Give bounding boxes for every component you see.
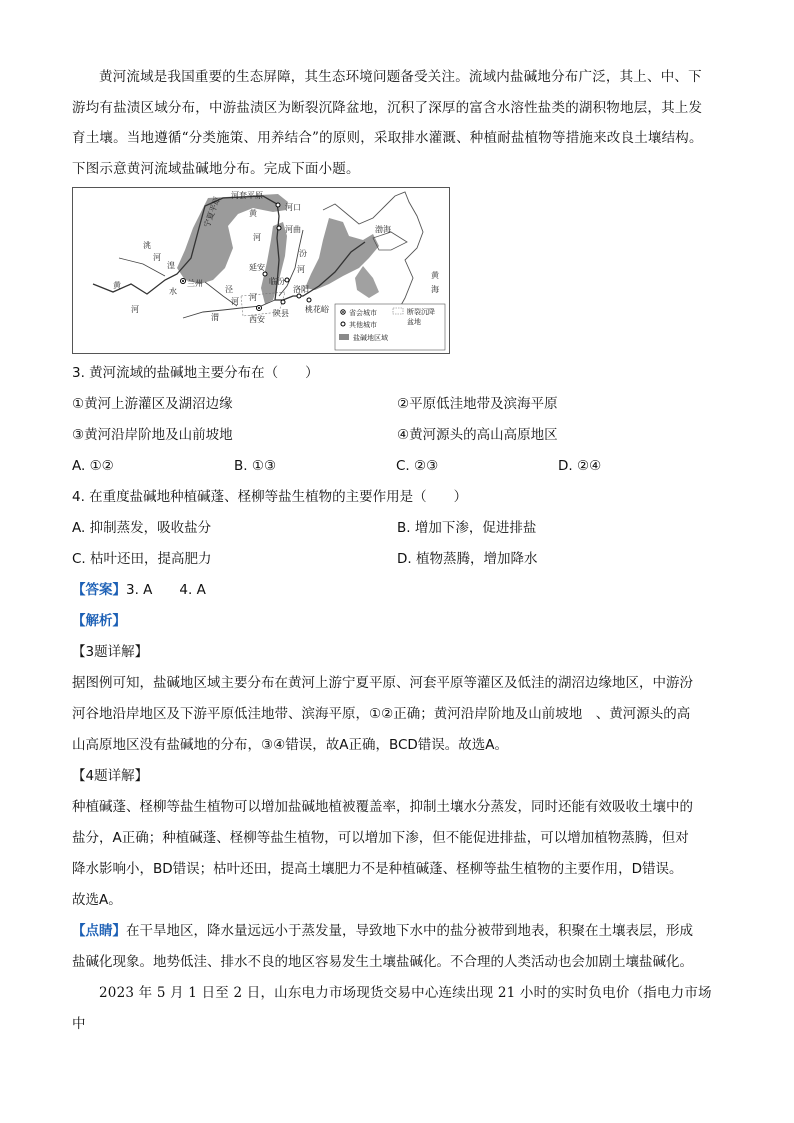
label-huang-w: 湟 <box>167 261 175 270</box>
q4-options-row-2 <box>72 544 722 575</box>
legend-basin: 盆地 <box>407 318 421 326</box>
city-hequ-marker <box>277 226 281 230</box>
q4-detail-line-2: 盐分，A正确；种植碱蓬、柽柳等盐生植物，可以增加下渗，但不能促进排盐，可以增加植物蒸腾，但对 <box>72 830 689 846</box>
saline-area-coast <box>355 266 379 298</box>
tip-label: 【点睛】 <box>72 923 126 939</box>
q3-choice-a: A. ①② <box>72 458 114 474</box>
q4-options-row-1 <box>72 513 722 544</box>
q3-detail-line-3: 山高原地区没有盐碱地的分布，③④错误，故A正确，BCD错误。故选A。 <box>72 737 509 753</box>
q3-options-row-2 <box>72 420 722 451</box>
map-svg <box>73 188 449 353</box>
label-he-w: 水 <box>169 287 177 296</box>
label-jing: 泾 <box>225 285 233 294</box>
label-he-top: 河 <box>253 233 261 242</box>
label-huanghai-2: 海 <box>431 285 439 294</box>
document-page <box>72 62 722 1039</box>
city-shanxian-marker <box>281 300 285 304</box>
q4-detail-title: 【4题详解】 <box>72 768 149 784</box>
peninsula <box>373 232 407 250</box>
label-linfen: 临汾 <box>269 277 285 286</box>
tip-line-1 <box>72 916 722 947</box>
label-tao: 洮 <box>143 241 151 250</box>
legend-other: 其他城市 <box>349 321 377 329</box>
q3-stem: 3. 黄河流域的盐碱地主要分布在（ ） <box>72 365 319 381</box>
analysis-label: 【解析】 <box>72 613 126 629</box>
q3-choice-c: C. ②③ <box>396 458 439 474</box>
label-fen: 汾 <box>299 249 307 258</box>
q4-stem: 4. 在重度盐碱地种植碱蓬、柽柳等盐生植物的主要作用是（ ） <box>72 489 468 505</box>
label-huanghai-1: 黄 <box>431 271 439 280</box>
legend-saline: 盐碱地区域 <box>353 334 388 342</box>
label-hequ: 河曲 <box>285 225 301 234</box>
q3-opt-4: ④黄河源头的高山高原地区 <box>397 427 558 443</box>
label-jinghe: 河 <box>231 297 239 306</box>
q4-choice-d: D. 植物蒸腾，增加降水 <box>397 551 538 567</box>
legend-rift: 断裂沉降 <box>407 308 435 316</box>
label-hekou: 河口 <box>285 203 301 212</box>
next-passage-line: 2023 年 5 月 1 日至 2 日，山东电力市场现货交易中心连续出现 21 小时的实时负电价（指电力市场中 <box>72 985 712 1032</box>
label-weihe: 河 <box>249 293 257 302</box>
answer-label: 【答案】 <box>72 582 126 598</box>
city-taohuayu-marker <box>307 298 311 302</box>
label-lanzhou: 兰州 <box>187 279 203 288</box>
q4-choice-b: B. 增加下渗，促进排盐 <box>397 520 537 536</box>
label-huang-top: 黄 <box>249 209 257 218</box>
label-shanxian: 陕县 <box>273 309 289 318</box>
intro-line-4: 下图示意黄河流域盐碱地分布。完成下面小题。 <box>72 160 360 177</box>
q3-opt-2: ②平原低洼地带及滨海平原 <box>397 396 558 412</box>
q3-detail-line-1: 据图例可知，盐碱地区域主要分布在黄河上游宁夏平原、河套平原等灌区及低洼的湖沼边缘地区，中游汾 <box>72 675 693 691</box>
label-bohai: 渤海 <box>375 225 391 234</box>
label-wei: 渭 <box>211 313 219 322</box>
q3-opt-3: ③黄河沿岸阶地及山前坡地 <box>72 427 233 443</box>
city-hekou-marker <box>276 203 280 207</box>
q4-choice-c: C. 枯叶还田，提高肥力 <box>72 551 212 567</box>
city-yanan-marker <box>263 272 267 276</box>
q3-detail-line-2: 河谷地沿岸地区及下游平原低洼地带、滨海平原，①②正确；黄河沿岸阶地及山前坡地 、黄河源头的高 <box>72 706 691 722</box>
city-luoyang-marker <box>297 294 301 298</box>
label-luoyang: 洛阳 <box>293 285 309 294</box>
q3-choices <box>72 451 722 482</box>
q4-detail-line-1: 种植碱蓬、柽柳等盐生植物可以增加盐碱地植被覆盖率，抑制土壤水分蒸发，同时还能有效吸收土壤中的 <box>72 799 693 815</box>
q3-choice-d: D. ②④ <box>558 458 602 474</box>
intro-line-1: 黄河流域是我国重要的生态屏障，其生态环境问题备受关注。流域内盐碱地分布广泛，其上、中、下 <box>99 69 702 85</box>
label-yanan: 延安 <box>249 263 265 272</box>
q4-choice-a: A. 抑制蒸发，吸收盐分 <box>72 520 212 536</box>
answer-line <box>72 575 722 606</box>
q3-options-row-1 <box>72 389 722 420</box>
label-taohuayu: 桃花峪 <box>305 305 329 314</box>
label-taohe: 河 <box>153 253 161 262</box>
intro-line-3: 育土壤。当地遵循“分类施策、用养结合”的原则，采取排水灌溉、种植耐盐植物等措施来改良土壤结构。 <box>72 130 703 146</box>
intro-line-2: 游均有盐渍区域分布，中游盐渍区为断裂沉降盆地，沉积了深厚的富含水溶性盐类的湖积物地层，其上发 <box>72 99 703 116</box>
q3-choice-b: B. ①③ <box>234 458 277 474</box>
yellow-river-saline-map <box>72 187 450 354</box>
label-fenhe: 河 <box>297 265 305 274</box>
label-he-south: 河 <box>131 305 139 314</box>
q4-detail-line-4: 故选A。 <box>72 892 122 908</box>
answer-text: 3. A 4. A <box>126 582 206 598</box>
q3-detail-title: 【3题详解】 <box>72 644 149 660</box>
tip-line-2: 盐碱化现象。地势低洼、排水不良的地区容易发生土壤盐碱化。不合理的人类活动也会加剧土壤盐碱化。 <box>72 954 693 970</box>
label-huang-south: 黄 <box>113 281 121 290</box>
tip-text-1: 在干旱地区，降水量远远小于蒸发量，导致地下水中的盐分被带到地表，积聚在土壤表层，形成 <box>126 923 693 939</box>
label-hetao: 河套平原 <box>231 191 263 200</box>
label-xian: 西安 <box>249 315 265 324</box>
label-ningxia: 宁夏平原 <box>202 195 222 229</box>
q4-detail-line-3: 降水影响小，BD错误；枯叶还田，提高土壤肥力不是种植碱蓬、柽柳等盐生植物的主要作用，D错误。 <box>72 861 683 877</box>
legend-provincial: 省会城市 <box>349 309 377 317</box>
city-linfen-marker <box>285 278 289 282</box>
q3-opt-1: ①黄河上游灌区及湖沼边缘 <box>72 396 233 412</box>
